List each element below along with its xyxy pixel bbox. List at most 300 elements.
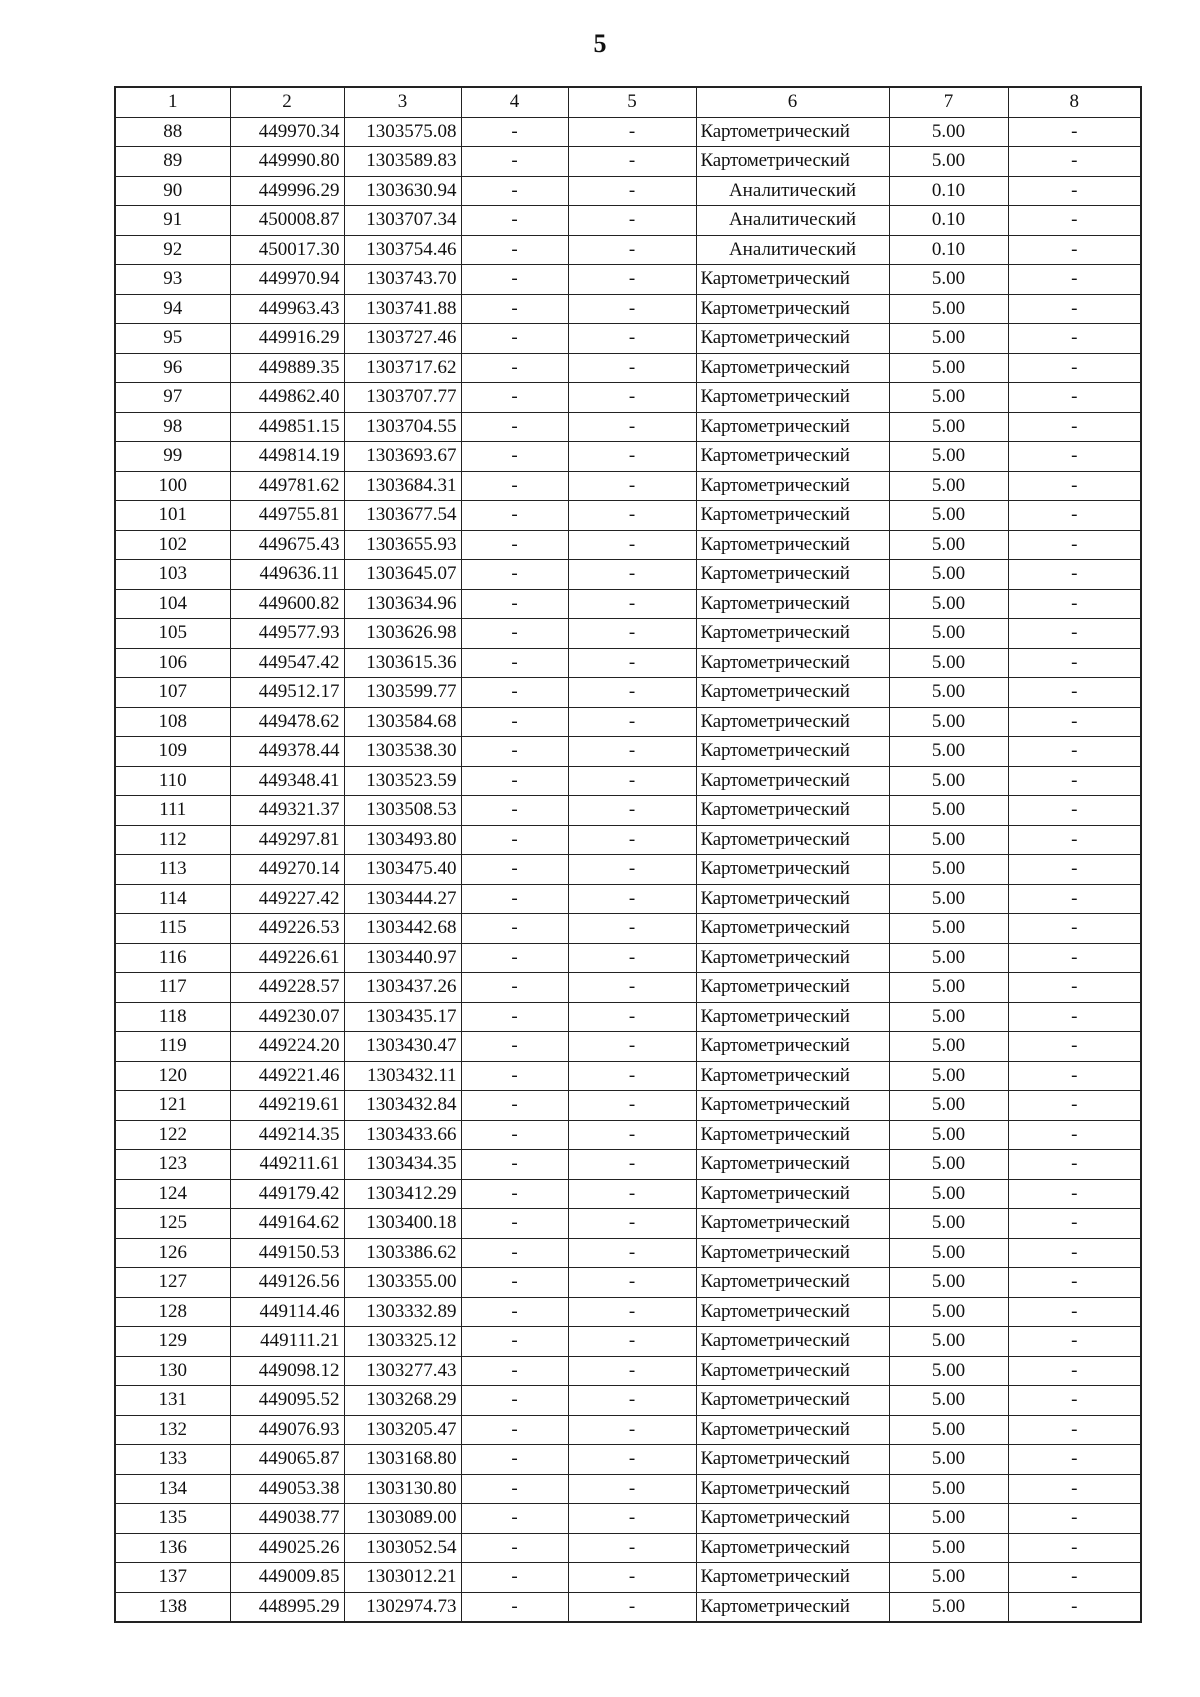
table-row xyxy=(115,324,1141,354)
point-number-cell: 126 xyxy=(115,1238,230,1268)
accuracy-cell: 5.00 xyxy=(889,1474,1008,1504)
point-number-cell: 134 xyxy=(115,1474,230,1504)
col4-cell: - xyxy=(461,973,568,1003)
col8-cell: - xyxy=(1008,1327,1141,1357)
column-header-8: 8 xyxy=(1008,87,1141,117)
x-coordinate-cell: 449098.12 xyxy=(230,1356,344,1386)
col8-cell: - xyxy=(1008,383,1141,413)
column-header-3: 3 xyxy=(344,87,461,117)
y-coordinate-cell: 1303630.94 xyxy=(344,176,461,206)
table-row xyxy=(115,471,1141,501)
y-coordinate-cell: 1302974.73 xyxy=(344,1592,461,1622)
col8-cell: - xyxy=(1008,560,1141,590)
method-cell: Аналитический xyxy=(696,176,889,206)
col4-cell: - xyxy=(461,1238,568,1268)
col8-cell: - xyxy=(1008,1032,1141,1062)
y-coordinate-cell: 1303743.70 xyxy=(344,265,461,295)
col5-cell: - xyxy=(568,707,696,737)
method-cell: Картометрический xyxy=(696,1327,889,1357)
y-coordinate-cell: 1303355.00 xyxy=(344,1268,461,1298)
method-cell: Картометрический xyxy=(696,619,889,649)
point-number-cell: 95 xyxy=(115,324,230,354)
accuracy-cell: 5.00 xyxy=(889,1002,1008,1032)
col4-cell: - xyxy=(461,1002,568,1032)
accuracy-cell: 0.10 xyxy=(889,176,1008,206)
point-number-cell: 117 xyxy=(115,973,230,1003)
method-cell: Картометрический xyxy=(696,147,889,177)
x-coordinate-cell: 449114.46 xyxy=(230,1297,344,1327)
column-header-1: 1 xyxy=(115,87,230,117)
accuracy-cell: 5.00 xyxy=(889,412,1008,442)
table-row xyxy=(115,648,1141,678)
col5-cell: - xyxy=(568,1327,696,1357)
col8-cell: - xyxy=(1008,147,1141,177)
col4-cell: - xyxy=(461,884,568,914)
table-row xyxy=(115,973,1141,1003)
point-number-cell: 116 xyxy=(115,943,230,973)
col8-cell: - xyxy=(1008,1356,1141,1386)
y-coordinate-cell: 1303599.77 xyxy=(344,678,461,708)
y-coordinate-cell: 1303626.98 xyxy=(344,619,461,649)
y-coordinate-cell: 1303707.34 xyxy=(344,206,461,236)
col5-cell: - xyxy=(568,737,696,767)
y-coordinate-cell: 1303012.21 xyxy=(344,1563,461,1593)
y-coordinate-cell: 1303052.54 xyxy=(344,1533,461,1563)
col5-cell: - xyxy=(568,294,696,324)
x-coordinate-cell: 449150.53 xyxy=(230,1238,344,1268)
col5-cell: - xyxy=(568,648,696,678)
table-row xyxy=(115,412,1141,442)
x-coordinate-cell: 449889.35 xyxy=(230,353,344,383)
col4-cell: - xyxy=(461,914,568,944)
point-number-cell: 101 xyxy=(115,501,230,531)
method-cell: Картометрический xyxy=(696,1563,889,1593)
method-cell: Картометрический xyxy=(696,471,889,501)
point-number-cell: 122 xyxy=(115,1120,230,1150)
x-coordinate-cell: 449916.29 xyxy=(230,324,344,354)
point-number-cell: 106 xyxy=(115,648,230,678)
method-cell: Картометрический xyxy=(696,737,889,767)
x-coordinate-cell: 449224.20 xyxy=(230,1032,344,1062)
y-coordinate-cell: 1303493.80 xyxy=(344,825,461,855)
point-number-cell: 108 xyxy=(115,707,230,737)
col5-cell: - xyxy=(568,1268,696,1298)
accuracy-cell: 5.00 xyxy=(889,294,1008,324)
col8-cell: - xyxy=(1008,707,1141,737)
y-coordinate-cell: 1303538.30 xyxy=(344,737,461,767)
y-coordinate-cell: 1303444.27 xyxy=(344,884,461,914)
col5-cell: - xyxy=(568,1533,696,1563)
x-coordinate-cell: 449211.61 xyxy=(230,1150,344,1180)
y-coordinate-cell: 1303589.83 xyxy=(344,147,461,177)
col4-cell: - xyxy=(461,1386,568,1416)
accuracy-cell: 5.00 xyxy=(889,766,1008,796)
point-number-cell: 128 xyxy=(115,1297,230,1327)
table-row xyxy=(115,1002,1141,1032)
point-number-cell: 102 xyxy=(115,530,230,560)
y-coordinate-cell: 1303584.68 xyxy=(344,707,461,737)
point-number-cell: 110 xyxy=(115,766,230,796)
method-cell: Картометрический xyxy=(696,353,889,383)
x-coordinate-cell: 449755.81 xyxy=(230,501,344,531)
method-cell: Картометрический xyxy=(696,1592,889,1622)
method-cell: Картометрический xyxy=(696,973,889,1003)
col4-cell: - xyxy=(461,560,568,590)
y-coordinate-cell: 1303386.62 xyxy=(344,1238,461,1268)
y-coordinate-cell: 1303707.77 xyxy=(344,383,461,413)
table-row xyxy=(115,1327,1141,1357)
method-cell: Картометрический xyxy=(696,324,889,354)
col5-cell: - xyxy=(568,1415,696,1445)
col5-cell: - xyxy=(568,176,696,206)
method-cell: Картометрический xyxy=(696,1061,889,1091)
y-coordinate-cell: 1303727.46 xyxy=(344,324,461,354)
accuracy-cell: 5.00 xyxy=(889,707,1008,737)
col4-cell: - xyxy=(461,235,568,265)
col4-cell: - xyxy=(461,589,568,619)
x-coordinate-cell: 449009.85 xyxy=(230,1563,344,1593)
col8-cell: - xyxy=(1008,1209,1141,1239)
table-row xyxy=(115,1238,1141,1268)
col4-cell: - xyxy=(461,530,568,560)
method-cell: Картометрический xyxy=(696,1150,889,1180)
col4-cell: - xyxy=(461,501,568,531)
method-cell: Картометрический xyxy=(696,707,889,737)
table-row xyxy=(115,501,1141,531)
point-number-cell: 109 xyxy=(115,737,230,767)
col8-cell: - xyxy=(1008,235,1141,265)
col8-cell: - xyxy=(1008,530,1141,560)
x-coordinate-cell: 449781.62 xyxy=(230,471,344,501)
point-number-cell: 103 xyxy=(115,560,230,590)
y-coordinate-cell: 1303435.17 xyxy=(344,1002,461,1032)
col8-cell: - xyxy=(1008,1563,1141,1593)
method-cell: Картометрический xyxy=(696,796,889,826)
x-coordinate-cell: 449095.52 xyxy=(230,1386,344,1416)
col8-cell: - xyxy=(1008,1238,1141,1268)
table-body xyxy=(115,117,1141,1622)
accuracy-cell: 5.00 xyxy=(889,796,1008,826)
col8-cell: - xyxy=(1008,1504,1141,1534)
col5-cell: - xyxy=(568,235,696,265)
accuracy-cell: 5.00 xyxy=(889,648,1008,678)
col8-cell: - xyxy=(1008,1415,1141,1445)
accuracy-cell: 5.00 xyxy=(889,324,1008,354)
point-number-cell: 121 xyxy=(115,1091,230,1121)
col4-cell: - xyxy=(461,707,568,737)
method-cell: Картометрический xyxy=(696,1209,889,1239)
x-coordinate-cell: 449221.46 xyxy=(230,1061,344,1091)
x-coordinate-cell: 449219.61 xyxy=(230,1091,344,1121)
method-cell: Картометрический xyxy=(696,1120,889,1150)
x-coordinate-cell: 449227.42 xyxy=(230,884,344,914)
method-cell: Картометрический xyxy=(696,1504,889,1534)
table-row xyxy=(115,235,1141,265)
column-header-7: 7 xyxy=(889,87,1008,117)
table-row xyxy=(115,176,1141,206)
table-row xyxy=(115,117,1141,147)
col8-cell: - xyxy=(1008,855,1141,885)
method-cell: Картометрический xyxy=(696,914,889,944)
col8-cell: - xyxy=(1008,1268,1141,1298)
point-number-cell: 97 xyxy=(115,383,230,413)
col5-cell: - xyxy=(568,943,696,973)
col8-cell: - xyxy=(1008,1297,1141,1327)
column-header-6: 6 xyxy=(696,87,889,117)
col5-cell: - xyxy=(568,383,696,413)
col5-cell: - xyxy=(568,589,696,619)
coordinates-table xyxy=(114,86,1142,1623)
y-coordinate-cell: 1303434.35 xyxy=(344,1150,461,1180)
col5-cell: - xyxy=(568,855,696,885)
point-number-cell: 129 xyxy=(115,1327,230,1357)
col4-cell: - xyxy=(461,1415,568,1445)
col5-cell: - xyxy=(568,147,696,177)
table-row xyxy=(115,1592,1141,1622)
col8-cell: - xyxy=(1008,884,1141,914)
accuracy-cell: 5.00 xyxy=(889,383,1008,413)
method-cell: Картометрический xyxy=(696,1445,889,1475)
table-row xyxy=(115,943,1141,973)
col5-cell: - xyxy=(568,1032,696,1062)
col4-cell: - xyxy=(461,1592,568,1622)
col5-cell: - xyxy=(568,1209,696,1239)
point-number-cell: 88 xyxy=(115,117,230,147)
table-row xyxy=(115,1150,1141,1180)
accuracy-cell: 5.00 xyxy=(889,884,1008,914)
col4-cell: - xyxy=(461,1297,568,1327)
point-number-cell: 115 xyxy=(115,914,230,944)
accuracy-cell: 5.00 xyxy=(889,353,1008,383)
accuracy-cell: 5.00 xyxy=(889,265,1008,295)
accuracy-cell: 5.00 xyxy=(889,914,1008,944)
accuracy-cell: 0.10 xyxy=(889,206,1008,236)
col8-cell: - xyxy=(1008,117,1141,147)
accuracy-cell: 5.00 xyxy=(889,471,1008,501)
col5-cell: - xyxy=(568,884,696,914)
col4-cell: - xyxy=(461,206,568,236)
col4-cell: - xyxy=(461,1179,568,1209)
y-coordinate-cell: 1303754.46 xyxy=(344,235,461,265)
method-cell: Картометрический xyxy=(696,383,889,413)
table-row xyxy=(115,1120,1141,1150)
table-row xyxy=(115,678,1141,708)
method-cell: Картометрический xyxy=(696,1002,889,1032)
col5-cell: - xyxy=(568,1120,696,1150)
accuracy-cell: 5.00 xyxy=(889,1120,1008,1150)
col4-cell: - xyxy=(461,1356,568,1386)
method-cell: Картометрический xyxy=(696,1415,889,1445)
column-header-2: 2 xyxy=(230,87,344,117)
point-number-cell: 138 xyxy=(115,1592,230,1622)
point-number-cell: 91 xyxy=(115,206,230,236)
x-coordinate-cell: 449963.43 xyxy=(230,294,344,324)
col8-cell: - xyxy=(1008,206,1141,236)
table-row xyxy=(115,265,1141,295)
col5-cell: - xyxy=(568,206,696,236)
table-row xyxy=(115,737,1141,767)
x-coordinate-cell: 449226.53 xyxy=(230,914,344,944)
method-cell: Картометрический xyxy=(696,530,889,560)
col5-cell: - xyxy=(568,1356,696,1386)
col5-cell: - xyxy=(568,766,696,796)
col5-cell: - xyxy=(568,1238,696,1268)
table-row xyxy=(115,1415,1141,1445)
col8-cell: - xyxy=(1008,1150,1141,1180)
x-coordinate-cell: 449214.35 xyxy=(230,1120,344,1150)
x-coordinate-cell: 449228.57 xyxy=(230,973,344,1003)
method-cell: Картометрический xyxy=(696,560,889,590)
table-row xyxy=(115,383,1141,413)
accuracy-cell: 5.00 xyxy=(889,1386,1008,1416)
col4-cell: - xyxy=(461,855,568,885)
accuracy-cell: 5.00 xyxy=(889,1032,1008,1062)
x-coordinate-cell: 449111.21 xyxy=(230,1327,344,1357)
x-coordinate-cell: 449297.81 xyxy=(230,825,344,855)
point-number-cell: 92 xyxy=(115,235,230,265)
y-coordinate-cell: 1303432.11 xyxy=(344,1061,461,1091)
table-row xyxy=(115,1356,1141,1386)
point-number-cell: 132 xyxy=(115,1415,230,1445)
point-number-cell: 120 xyxy=(115,1061,230,1091)
col5-cell: - xyxy=(568,1386,696,1416)
col4-cell: - xyxy=(461,353,568,383)
method-cell: Картометрический xyxy=(696,1356,889,1386)
x-coordinate-cell: 449226.61 xyxy=(230,943,344,973)
accuracy-cell: 5.00 xyxy=(889,1297,1008,1327)
accuracy-cell: 5.00 xyxy=(889,1592,1008,1622)
table-row xyxy=(115,707,1141,737)
y-coordinate-cell: 1303741.88 xyxy=(344,294,461,324)
col5-cell: - xyxy=(568,1091,696,1121)
x-coordinate-cell: 449076.93 xyxy=(230,1415,344,1445)
col4-cell: - xyxy=(461,383,568,413)
y-coordinate-cell: 1303655.93 xyxy=(344,530,461,560)
point-number-cell: 98 xyxy=(115,412,230,442)
col4-cell: - xyxy=(461,147,568,177)
col5-cell: - xyxy=(568,442,696,472)
table-row xyxy=(115,589,1141,619)
accuracy-cell: 5.00 xyxy=(889,1327,1008,1357)
table-row xyxy=(115,1091,1141,1121)
table-row xyxy=(115,1474,1141,1504)
accuracy-cell: 5.00 xyxy=(889,1533,1008,1563)
col8-cell: - xyxy=(1008,294,1141,324)
table-row xyxy=(115,1297,1141,1327)
point-number-cell: 114 xyxy=(115,884,230,914)
col5-cell: - xyxy=(568,914,696,944)
y-coordinate-cell: 1303268.29 xyxy=(344,1386,461,1416)
col5-cell: - xyxy=(568,1445,696,1475)
col5-cell: - xyxy=(568,1474,696,1504)
col4-cell: - xyxy=(461,619,568,649)
method-cell: Картометрический xyxy=(696,589,889,619)
table-row xyxy=(115,1061,1141,1091)
x-coordinate-cell: 449179.42 xyxy=(230,1179,344,1209)
col8-cell: - xyxy=(1008,1474,1141,1504)
y-coordinate-cell: 1303677.54 xyxy=(344,501,461,531)
accuracy-cell: 5.00 xyxy=(889,619,1008,649)
column-header-5: 5 xyxy=(568,87,696,117)
table-row xyxy=(115,619,1141,649)
method-cell: Аналитический xyxy=(696,206,889,236)
col4-cell: - xyxy=(461,796,568,826)
table-row xyxy=(115,530,1141,560)
x-coordinate-cell: 449600.82 xyxy=(230,589,344,619)
method-cell: Картометрический xyxy=(696,117,889,147)
col4-cell: - xyxy=(461,324,568,354)
col4-cell: - xyxy=(461,412,568,442)
accuracy-cell: 5.00 xyxy=(889,825,1008,855)
table-row xyxy=(115,766,1141,796)
table-row xyxy=(115,1209,1141,1239)
col8-cell: - xyxy=(1008,619,1141,649)
accuracy-cell: 5.00 xyxy=(889,1563,1008,1593)
col4-cell: - xyxy=(461,1327,568,1357)
col4-cell: - xyxy=(461,1563,568,1593)
method-cell: Картометрический xyxy=(696,766,889,796)
accuracy-cell: 5.00 xyxy=(889,855,1008,885)
point-number-cell: 119 xyxy=(115,1032,230,1062)
table-row xyxy=(115,1445,1141,1475)
x-coordinate-cell: 449547.42 xyxy=(230,648,344,678)
x-coordinate-cell: 449512.17 xyxy=(230,678,344,708)
col4-cell: - xyxy=(461,176,568,206)
point-number-cell: 90 xyxy=(115,176,230,206)
point-number-cell: 96 xyxy=(115,353,230,383)
col5-cell: - xyxy=(568,501,696,531)
y-coordinate-cell: 1303442.68 xyxy=(344,914,461,944)
point-number-cell: 136 xyxy=(115,1533,230,1563)
point-number-cell: 89 xyxy=(115,147,230,177)
point-number-cell: 133 xyxy=(115,1445,230,1475)
table-row xyxy=(115,147,1141,177)
point-number-cell: 123 xyxy=(115,1150,230,1180)
col5-cell: - xyxy=(568,1002,696,1032)
x-coordinate-cell: 449636.11 xyxy=(230,560,344,590)
accuracy-cell: 5.00 xyxy=(889,530,1008,560)
accuracy-cell: 5.00 xyxy=(889,1356,1008,1386)
method-cell: Картометрический xyxy=(696,678,889,708)
method-cell: Картометрический xyxy=(696,1386,889,1416)
col8-cell: - xyxy=(1008,501,1141,531)
accuracy-cell: 5.00 xyxy=(889,973,1008,1003)
method-cell: Картометрический xyxy=(696,294,889,324)
y-coordinate-cell: 1303693.67 xyxy=(344,442,461,472)
y-coordinate-cell: 1303475.40 xyxy=(344,855,461,885)
point-number-cell: 113 xyxy=(115,855,230,885)
method-cell: Картометрический xyxy=(696,1032,889,1062)
accuracy-cell: 5.00 xyxy=(889,678,1008,708)
table-row xyxy=(115,1533,1141,1563)
table-row xyxy=(115,1179,1141,1209)
method-cell: Картометрический xyxy=(696,648,889,678)
method-cell: Картометрический xyxy=(696,1297,889,1327)
y-coordinate-cell: 1303575.08 xyxy=(344,117,461,147)
col8-cell: - xyxy=(1008,943,1141,973)
method-cell: Картометрический xyxy=(696,1268,889,1298)
x-coordinate-cell: 449348.41 xyxy=(230,766,344,796)
y-coordinate-cell: 1303432.84 xyxy=(344,1091,461,1121)
y-coordinate-cell: 1303634.96 xyxy=(344,589,461,619)
col8-cell: - xyxy=(1008,796,1141,826)
x-coordinate-cell: 450017.30 xyxy=(230,235,344,265)
x-coordinate-cell: 449990.80 xyxy=(230,147,344,177)
y-coordinate-cell: 1303430.47 xyxy=(344,1032,461,1062)
col4-cell: - xyxy=(461,1032,568,1062)
accuracy-cell: 5.00 xyxy=(889,1445,1008,1475)
point-number-cell: 104 xyxy=(115,589,230,619)
